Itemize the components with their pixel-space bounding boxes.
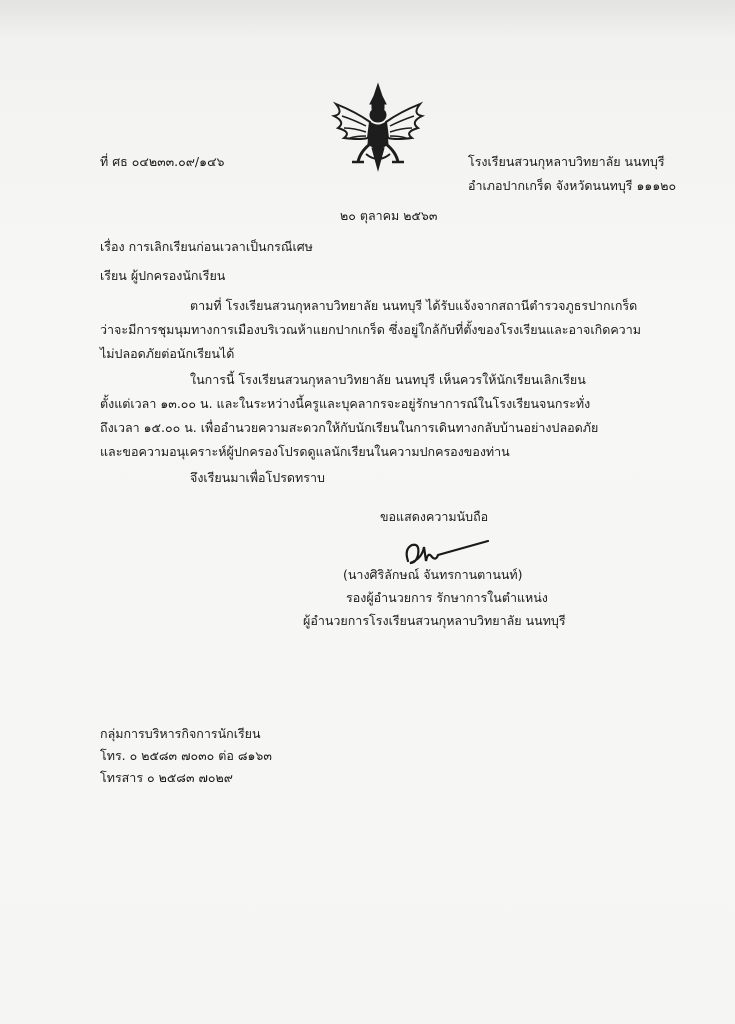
handwritten-signature — [402, 533, 492, 571]
paragraph1-line: ตามที่ โรงเรียนสวนกุหลาบวิทยาลัย นนทบุรี ได้รับแจ้งจากสถานีตำรวจภูธรปากเกร็ด — [190, 298, 638, 313]
fax-line: โทรสาร ๐ ๒๕๘๓ ๗๐๒๙ — [100, 770, 233, 785]
scan-shadow — [0, 0, 735, 40]
paragraph1-line: ไม่ปลอดภัยต่อนักเรียนได้ — [100, 346, 235, 361]
reference-number: ที่ ศธ ๐๔๒๓๓.๐๙/๑๔๖ — [100, 154, 225, 169]
subject-line: เรื่อง การเลิกเรียนก่อนเวลาเป็นกรณีเศษ — [100, 239, 313, 254]
paragraph1-line: ว่าจะมีการชุมนุมทางการเมืองบริเวณห้าแยกปากเกร็ด ซึ่งอยู่ใกล้กับที่ตั้งของโรงเรียนและอาจเกิดความ — [100, 322, 641, 337]
school-name: โรงเรียนสวนกุหลาบวิทยาลัย นนทบุรี — [468, 154, 665, 169]
signer-position: ผู้อำนวยการโรงเรียนสวนกุหลาบวิทยาลัย นนทบุรี — [303, 613, 566, 628]
paragraph2-line: ในการนี้ โรงเรียนสวนกุหลาบวิทยาลัย นนทบุรี เห็นควรให้นักเรียนเลิกเรียน — [190, 372, 586, 387]
phone-line: โทร. ๐ ๒๕๘๓ ๗๐๓๐ ต่อ ๘๑๖๓ — [100, 748, 272, 763]
paragraph2-line: ถึงเวลา ๑๕.๐๐ น. เพื่ออำนวยความสะดวกให้กับนักเรียนในการเดินทางกลับบ้านอย่างปลอดภัย — [100, 420, 599, 435]
signer-name: (นางศิริลักษณ์ จันทรกานตานนท์) — [343, 567, 523, 582]
regards-line: ขอแสดงความนับถือ — [380, 509, 489, 524]
school-address: อำเภอปากเกร็ด จังหวัดนนทบุรี ๑๑๑๒๐ — [468, 178, 677, 193]
recipient-line: เรียน ผู้ปกครองนักเรียน — [100, 268, 226, 283]
letter-date: ๒๐ ตุลาคม ๒๕๖๓ — [340, 208, 438, 223]
closing-line: จึงเรียนมาเพื่อโปรดทราบ — [190, 470, 325, 485]
signer-position: รองผู้อำนวยการ รักษาการในตำแหน่ง — [346, 590, 548, 605]
garuda-emblem-icon — [330, 82, 426, 174]
department-line: กลุ่มการบริหารกิจการนักเรียน — [100, 726, 261, 741]
paragraph2-line: และขอความอนุเคราะห์ผู้ปกครองโปรดดูแลนักเรียนในความปกครองของท่าน — [100, 444, 510, 459]
paragraph2-line: ตั้งแต่เวลา ๑๓.๐๐ น. และในระหว่างนี้ครูและบุคลากรจะอยู่รักษาการณ์ในโรงเรียนจนกระทั่ง — [100, 396, 591, 411]
